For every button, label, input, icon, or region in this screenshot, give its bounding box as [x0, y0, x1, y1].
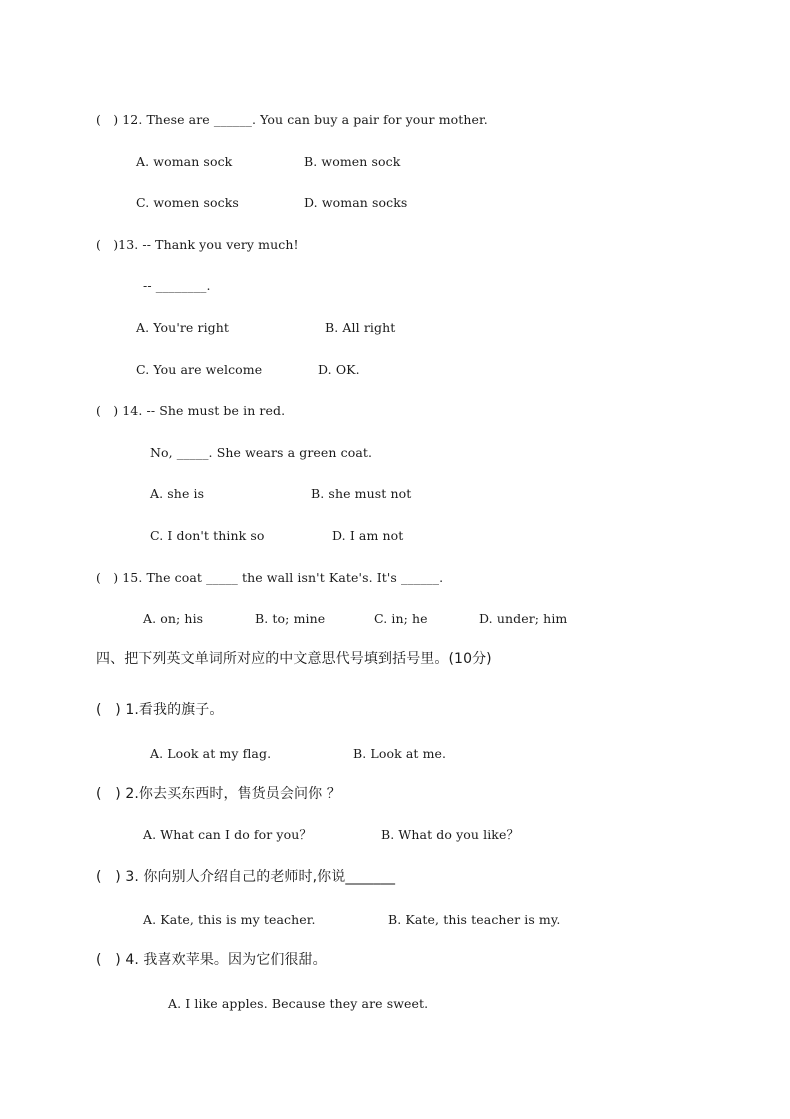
q15-option-c: C. in; he — [374, 611, 428, 626]
q12-stem: ( ) 12. These are ______. You can buy a pair for your mother. — [96, 112, 488, 127]
q13-option-d: D. OK. — [318, 362, 360, 377]
s4-q2-option-b: B. What do you like？ — [381, 827, 520, 842]
q15-option-b: B. to; mine — [255, 611, 326, 626]
s4-q4-option-a: A. I like apples. Because they are sweet. — [168, 996, 429, 1011]
q14-option-d: D. I am not — [332, 528, 404, 543]
s4-q2-option-a: A. What can I do for you？ — [143, 827, 312, 842]
q12-option-c: C. women socks — [136, 195, 239, 210]
q14-reply: No, _____. She wears a green coat. — [150, 445, 373, 460]
q14-option-a: A. she is — [150, 486, 205, 501]
s4-q3-stem: ( ) 3. 你向别人介绍自己的老师时,你说_______ — [96, 869, 396, 885]
s4-q3-option-b: B. Kate, this teacher is my. — [388, 912, 561, 927]
q15-option-d: D. under; him — [479, 611, 568, 626]
q13-reply: -- ________. — [143, 278, 211, 293]
q15-stem: ( ) 15. The coat _____ the wall isn't Kate's. It's ______. — [96, 570, 444, 585]
q15-option-a: A. on; his — [143, 611, 204, 626]
q12-option-b: B. women sock — [304, 154, 401, 169]
s4-q1-option-b: B. Look at me. — [353, 746, 447, 761]
q14-option-c: C. I don't think so — [150, 528, 265, 543]
s4-q3-option-a: A. Kate, this is my teacher. — [143, 912, 316, 927]
s4-q1-stem: ( ) 1.看我的旗子。 — [96, 702, 224, 718]
q12-option-d: D. woman socks — [304, 195, 408, 210]
q12-option-a: A. woman sock — [136, 154, 233, 169]
q13-option-b: B. All right — [325, 320, 396, 335]
q13-option-a: A. You're right — [136, 320, 230, 335]
s4-q4-stem: ( ) 4. 我喜欢苹果。因为它们很甜。 — [96, 952, 327, 968]
q13-stem: ( )13. -- Thank you very much! — [96, 237, 299, 252]
s4-q1-option-a: A. Look at my flag. — [150, 746, 272, 761]
q14-option-b: B. she must not — [311, 486, 412, 501]
q14-stem: ( ) 14. -- She must be in red. — [96, 403, 286, 418]
s4-q2-stem: ( ) 2.你去买东西时，售货员会问你 ？ — [96, 786, 341, 802]
q13-option-c: C. You are welcome — [136, 362, 263, 377]
section4-heading: 四、把下列英文单词所对应的中文意思代号填到括号里。(10分) — [96, 651, 492, 667]
